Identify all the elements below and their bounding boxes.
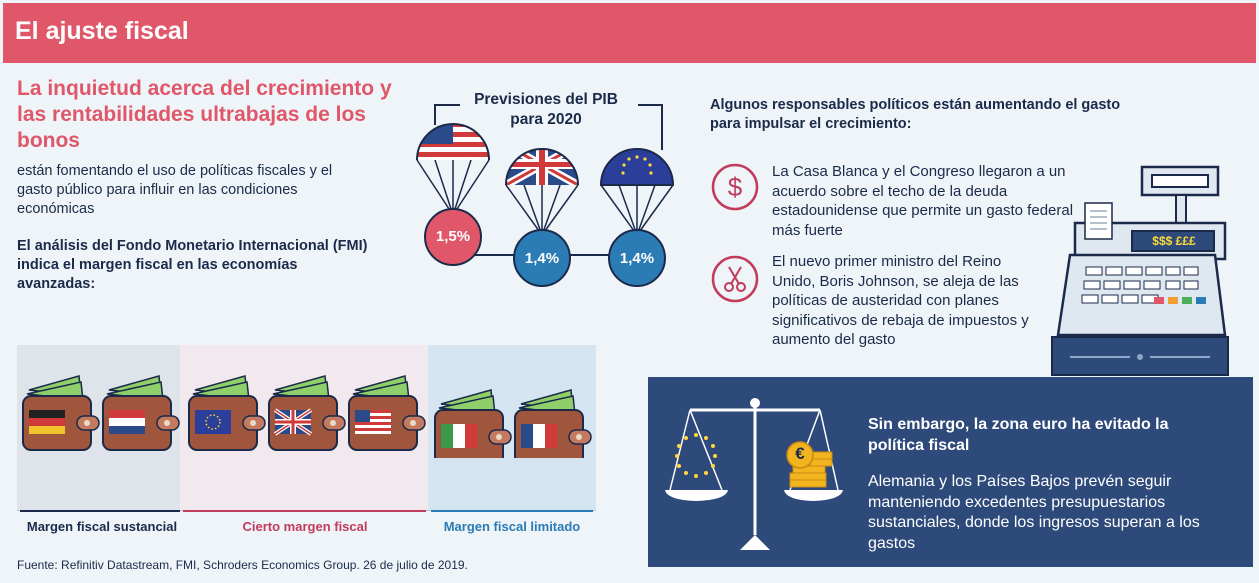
bullet-uk-johnson: El nuevo primer ministro del Reino Unido, Boris Johnson, se aleja de las políticas de austeridad con planes significativos de rebaja de impuestos y aumento del gasto (772, 253, 1029, 348)
gdp-value-us: 1,5% (435, 228, 471, 245)
header-bar (3, 3, 1256, 63)
wallet-italy-icon (435, 390, 511, 458)
imf-text: El análisis del Fondo Monetario Internacional (FMI) indica el margen fiscal en las economías avanzadas: (17, 238, 368, 292)
gdp-value-uk: 1,4% (524, 250, 560, 267)
label-substantial: Margen fiscal sustancial (26, 519, 178, 534)
spending-title: Algunos responsables políticos están aumentando el gasto para impulsar el crecimiento: (710, 97, 1121, 132)
scissors-icon (710, 254, 760, 304)
cash-register-icon (1050, 165, 1230, 377)
eurozone-text: Alemania y los Países Bajos prevén seguir manteniendo excedentes presupuestarios sustanciales, donde los ingresos superan a los gastos (868, 473, 1200, 552)
wallet-us-icon (349, 376, 425, 450)
page-title: El ajuste fiscal (15, 17, 189, 45)
underline-some (183, 510, 426, 512)
wallet-uk-icon (269, 376, 345, 450)
lead-subtext: están fomentando el uso de políticas fiscales y el gasto público para influir en las condiciones económicas (17, 163, 333, 217)
balance-scale-icon (660, 395, 845, 555)
bullet-us-debt: La Casa Blanca y el Congreso llegaron a un acuerdo sobre el techo de la deuda estadounidense que permite un gasto federal más fuerte (772, 163, 1074, 239)
lead-headline: La inquietud acerca del crecimiento y las rentabilidades ultrabajas de los bonos (17, 77, 392, 152)
euro-coin-symbol: € (795, 444, 805, 463)
register-display-text: $$$ £££ (1152, 234, 1196, 248)
gdp-title: Previsiones del PIB para 2020 (474, 91, 618, 128)
wallets-graphic (17, 368, 597, 458)
eurozone-title: Sin embargo, la zona euro ha evitado la política fiscal (868, 416, 1169, 454)
label-some: Cierto margen fiscal (242, 519, 368, 534)
underline-substantial (20, 510, 180, 512)
gdp-value-eu: 1,4% (619, 250, 655, 267)
wallet-eu-icon (189, 376, 265, 450)
wallet-germany-icon (23, 376, 99, 450)
dollar-icon (710, 162, 760, 212)
underline-limited (431, 510, 593, 512)
svg-text:$: $ (727, 172, 743, 202)
source-note: Fuente: Refinitiv Datastream, FMI, Schroders Economics Group. 26 de julio de 2019. (17, 558, 468, 572)
wallet-france-icon (515, 390, 591, 458)
label-limited: Margen fiscal limitado (443, 519, 581, 534)
wallet-netherlands-icon (103, 376, 179, 450)
